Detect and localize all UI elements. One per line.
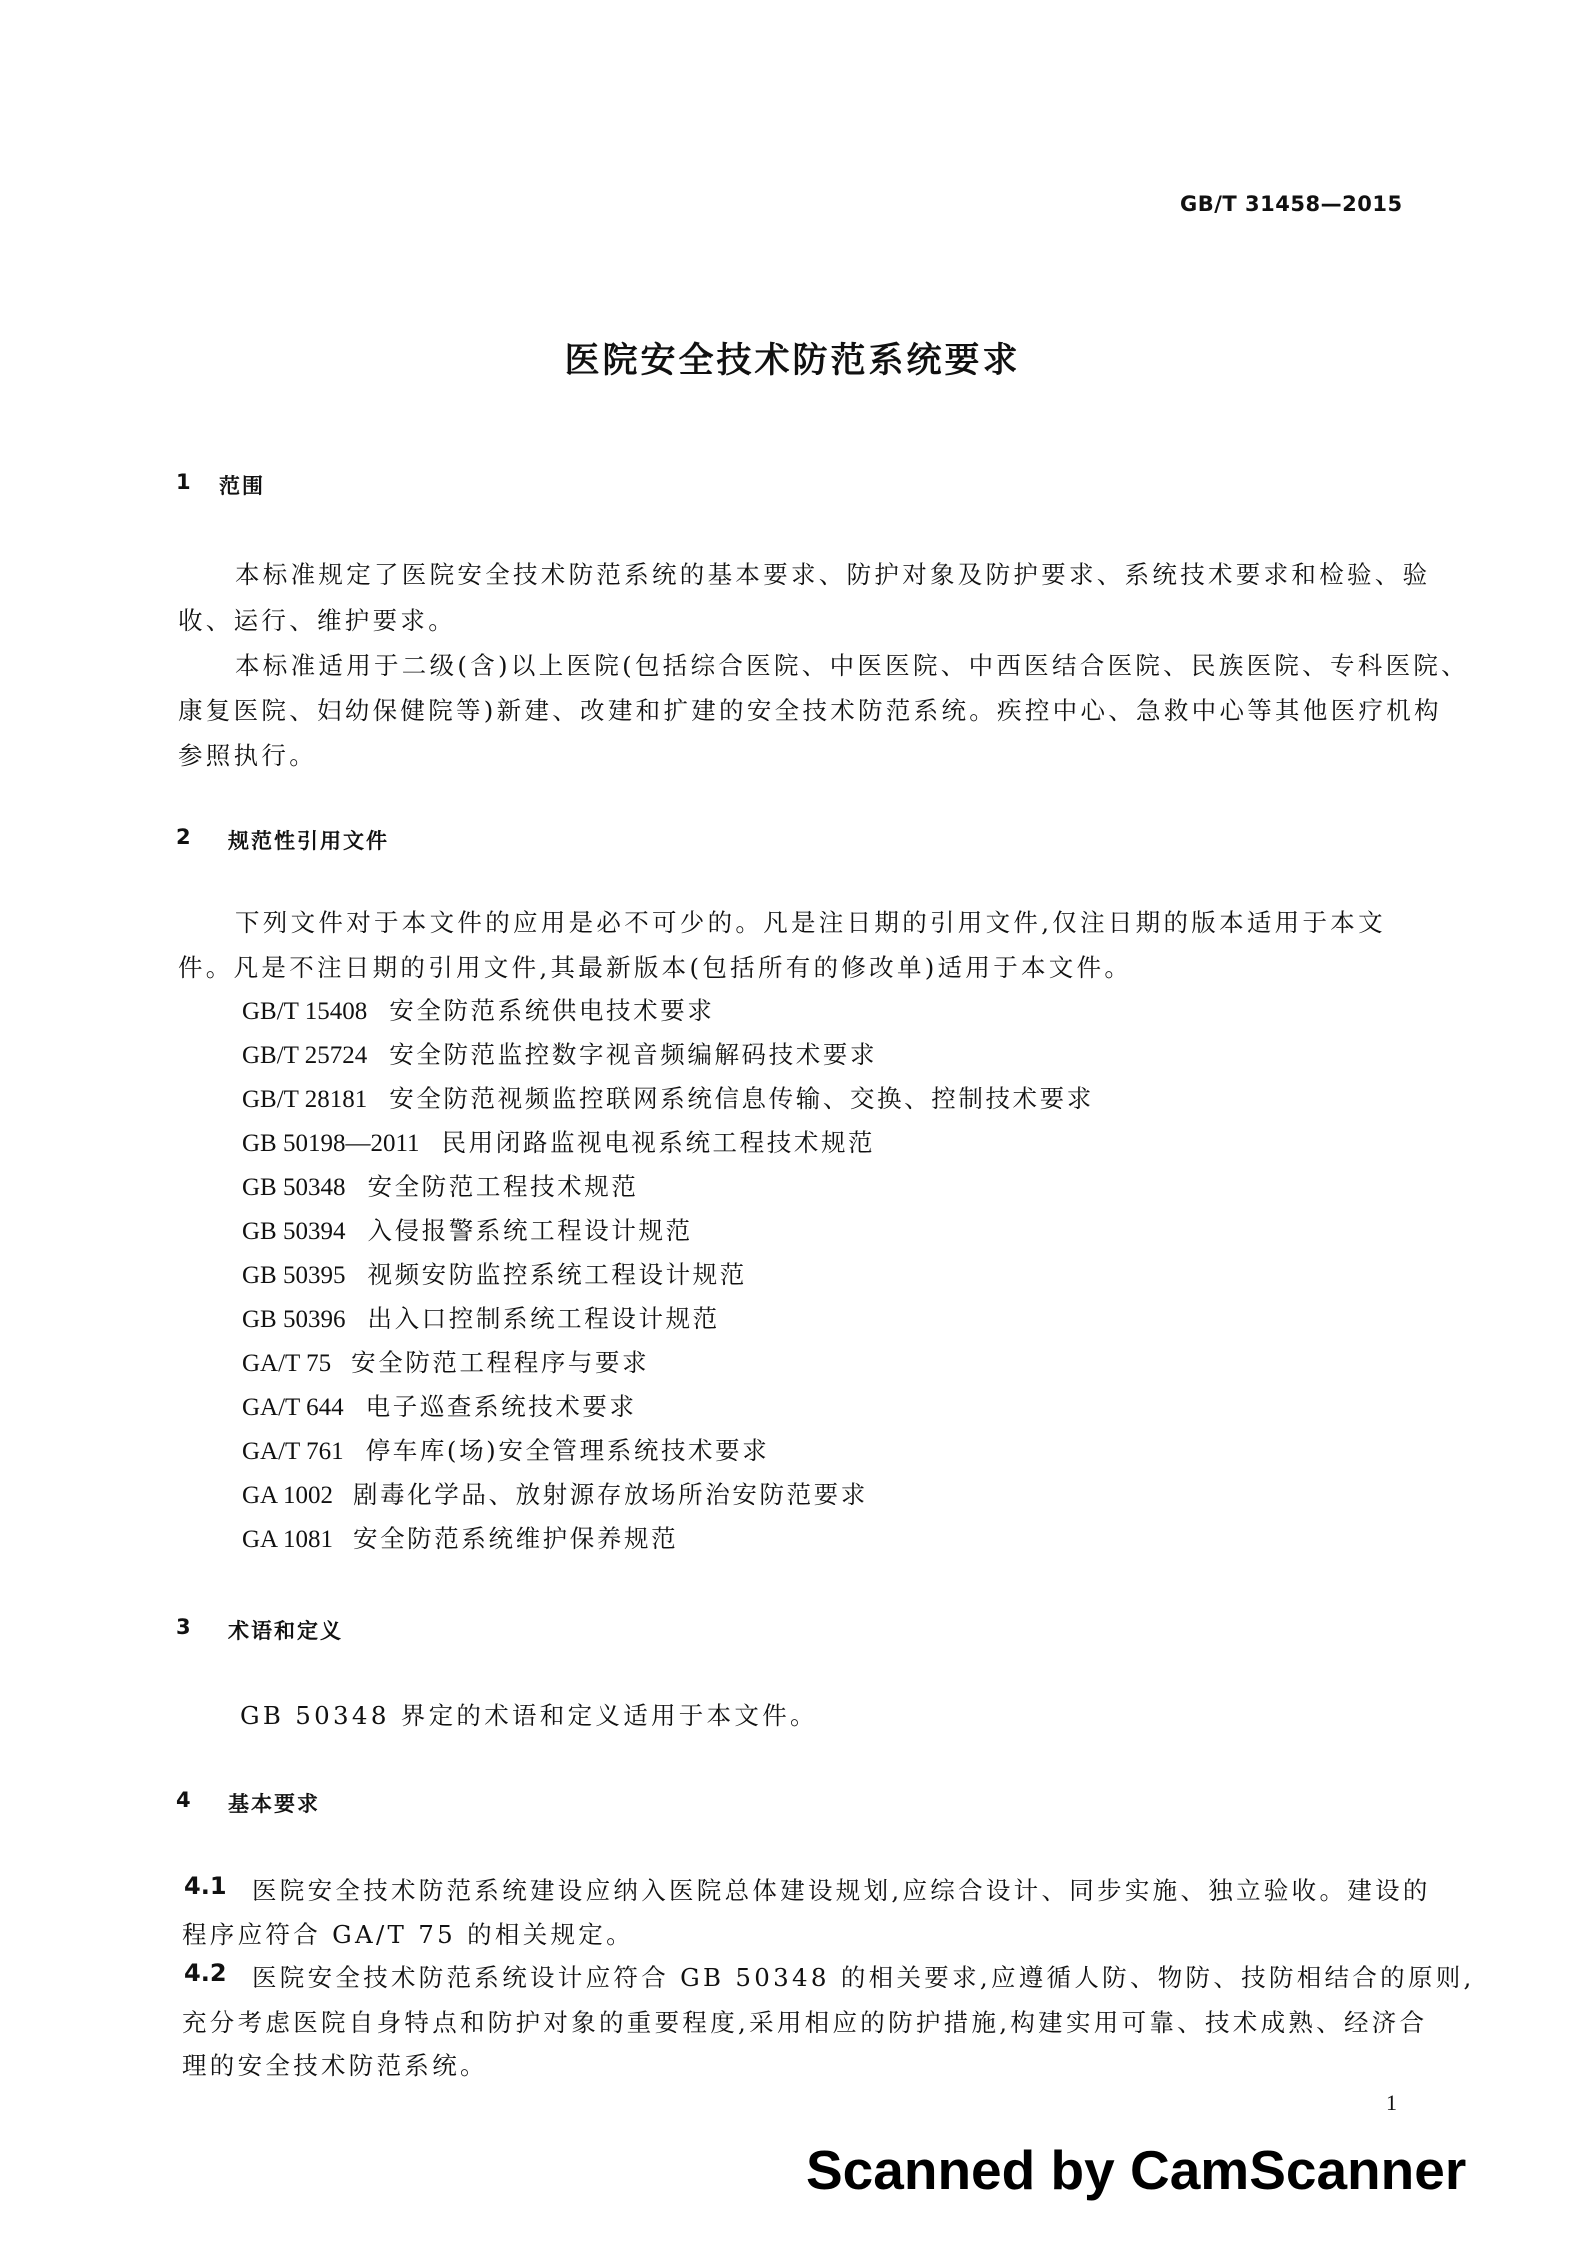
reference-code: GA/T 761 xyxy=(242,1438,344,1465)
paragraph-line: 充分考虑医院自身特点和防护对象的重要程度,采用相应的防护措施,构建实用可靠、技术成熟、经济合 xyxy=(182,2008,1428,2037)
reference-item xyxy=(242,992,714,1027)
page-number: 1 xyxy=(1386,2090,1397,2115)
reference-code: GB 50394 xyxy=(242,1218,346,1245)
clause-number: 4.1 xyxy=(184,1872,227,1900)
reference-title: 剧毒化学品、放射源存放场所治安防范要求 xyxy=(352,1480,868,1509)
paragraph-line: 理的安全技术防范系统。 xyxy=(182,2051,488,2080)
paragraph-line: 下列文件对于本文件的应用是必不可少的。凡是注日期的引用文件,仅注日期的版本适用于本文 xyxy=(235,908,1386,937)
reference-item xyxy=(242,1344,649,1379)
paragraph-line: 本标准规定了医院安全技术防范系统的基本要求、防护对象及防护要求、系统技术要求和检验、验 xyxy=(235,560,1431,589)
reference-code: GB 50395 xyxy=(242,1262,346,1289)
document-title: 医院安全技术防范系统要求 xyxy=(564,341,1021,381)
reference-item xyxy=(242,1476,868,1511)
reference-item xyxy=(242,1388,637,1423)
section-number: 4 xyxy=(176,1788,191,1812)
reference-title: 安全防范视频监控联网系统信息传输、交换、控制技术要求 xyxy=(389,1084,1094,1113)
reference-code: GB 50348 xyxy=(242,1174,346,1201)
reference-item xyxy=(242,1124,875,1159)
section-title: 规范性引用文件 xyxy=(228,829,389,853)
camscanner-watermark: Scanned by CamScanner xyxy=(806,2139,1467,2201)
reference-item xyxy=(242,1256,747,1291)
reference-title: 电子巡查系统技术要求 xyxy=(365,1392,637,1421)
reference-item xyxy=(242,1080,1094,1115)
reference-code: GB/T 25724 xyxy=(242,1042,368,1069)
paragraph-line: 件。凡是不注日期的引用文件,其最新版本(包括所有的修改单)适用于本文件。 xyxy=(178,953,1133,982)
paragraph-line: 参照执行。 xyxy=(178,741,317,770)
reference-item xyxy=(242,1300,720,1335)
paragraph-line: 医院安全技术防范系统设计应符合 GB 50348 的相关要求,应遵循人防、物防、技防相结合的原则, xyxy=(252,1963,1475,1992)
reference-code: GA/T 644 xyxy=(242,1394,344,1421)
reference-title: 安全防范工程技术规范 xyxy=(367,1172,639,1201)
standard-code: GB/T 31458—2015 xyxy=(1180,192,1403,216)
section-number: 2 xyxy=(176,825,191,849)
section-number: 1 xyxy=(176,470,191,494)
paragraph-line: 医院安全技术防范系统建设应纳入医院总体建设规划,应综合设计、同步实施、独立验收。建设的 xyxy=(252,1876,1431,1905)
reference-title: 民用闭路监视电视系统工程技术规范 xyxy=(441,1128,876,1157)
reference-item xyxy=(242,1168,638,1203)
paragraph-line: GB 50348 界定的术语和定义适用于本文件。 xyxy=(240,1701,818,1730)
section-title: 基本要求 xyxy=(228,1792,320,1816)
reference-title: 停车库(场)安全管理系统技术要求 xyxy=(365,1436,770,1465)
reference-title: 安全防范系统维护保养规范 xyxy=(352,1524,679,1553)
reference-item xyxy=(242,1036,877,1071)
reference-title: 安全防范监控数字视音频编解码技术要求 xyxy=(389,1040,878,1069)
clause-number: 4.2 xyxy=(184,1959,227,1987)
reference-title: 出入口控制系统工程设计规范 xyxy=(367,1304,720,1333)
paragraph-line: 康复医院、妇幼保健院等)新建、改建和扩建的安全技术防范系统。疾控中心、急救中心等其他医疗机构 xyxy=(178,696,1442,725)
reference-item xyxy=(242,1520,678,1555)
reference-code: GA 1081 xyxy=(242,1526,333,1553)
reference-code: GB/T 15408 xyxy=(242,998,368,1025)
reference-title: 安全防范系统供电技术要求 xyxy=(389,996,715,1025)
reference-title: 入侵报警系统工程设计规范 xyxy=(367,1216,693,1245)
paragraph-line: 程序应符合 GA/T 75 的相关规定。 xyxy=(182,1920,634,1949)
paragraph-line: 收、运行、维护要求。 xyxy=(178,606,456,635)
paragraph-line: 本标准适用于二级(含)以上医院(包括综合医院、中医医院、中西医结合医院、民族医院、专科医院、 xyxy=(235,651,1469,680)
reference-title: 视频安防监控系统工程设计规范 xyxy=(367,1260,747,1289)
reference-code: GB 50198—2011 xyxy=(242,1130,420,1157)
reference-code: GA 1002 xyxy=(242,1482,333,1509)
reference-code: GB/T 28181 xyxy=(242,1086,368,1113)
reference-item xyxy=(242,1432,769,1467)
section-number: 3 xyxy=(176,1615,191,1639)
reference-item xyxy=(242,1212,693,1247)
section-title: 范围 xyxy=(219,474,265,498)
reference-code: GA/T 75 xyxy=(242,1350,332,1377)
reference-title: 安全防范工程程序与要求 xyxy=(351,1348,650,1377)
reference-code: GB 50396 xyxy=(242,1306,346,1333)
section-title: 术语和定义 xyxy=(228,1619,343,1643)
